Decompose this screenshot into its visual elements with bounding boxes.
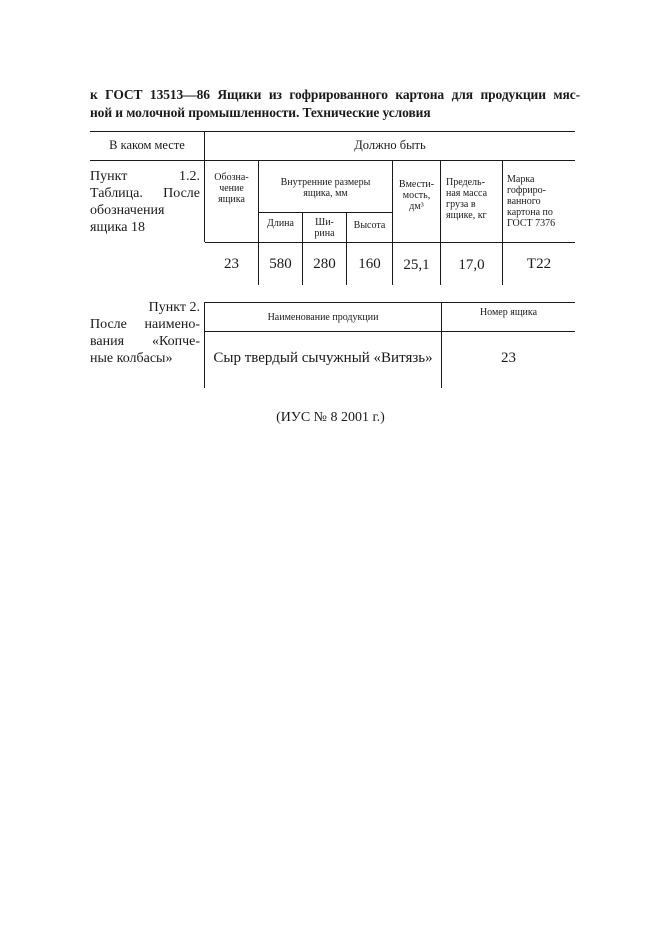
brand-header-line-4: картона по — [507, 207, 553, 218]
document-header — [90, 86, 580, 122]
row-brand-value: Т22 — [526, 256, 552, 272]
header-line-1: к ГОСТ 13513—86 Ящики из гофрированного картона для продукции мяс- — [90, 87, 580, 102]
designation-header-line-1: Обозна- — [214, 172, 249, 183]
item1-where-line-4: ящика 18 — [90, 220, 146, 235]
row-height-value: 160 — [358, 256, 381, 272]
item1-where-line-2: Таблица. После — [90, 186, 200, 201]
brand-header-line-3: ванного — [507, 196, 541, 207]
height-header: Высота — [353, 220, 386, 231]
max-mass-header — [446, 177, 502, 221]
inner-dims-header-line-2: ящика, мм — [303, 188, 348, 199]
capacity-header-line-2: мость, — [402, 190, 431, 201]
row-product-name-value: Сыр твердый сычужный «Витязь» — [213, 350, 433, 366]
header-line-2: ной и молочной промышленности. Технические условия — [90, 105, 431, 120]
brand-header-line-1: Марка — [507, 174, 535, 185]
item1-where-line-3: обозначения — [90, 203, 165, 218]
max-mass-header-line-1: Предель- — [446, 177, 485, 188]
row-max-mass-value: 17,0 — [458, 257, 485, 273]
inner-dims-header-line-1: Внутренние размеры — [280, 177, 371, 188]
brand-header — [507, 174, 575, 229]
subtable2-top-rule — [205, 302, 575, 303]
item2-where-line-3: вания «Копче- — [90, 334, 200, 349]
should-be-column-header: Должно быть — [354, 138, 426, 152]
subtable1-header-bottom-rule — [205, 242, 575, 243]
where-column-header: В каком месте — [109, 138, 185, 152]
length-header: Длина — [267, 218, 294, 229]
designation-header-line-3: ящика — [218, 194, 245, 205]
item1-where-text — [90, 168, 200, 236]
item2-where-line-4: ные колбасы» — [90, 351, 173, 366]
table-top-rule — [90, 131, 575, 132]
brand-header-line-5: ГОСТ 7376 — [507, 218, 556, 229]
footer-note: (ИУС № 8 2001 г.) — [276, 410, 385, 425]
max-mass-header-line-4: ящике, кг — [446, 210, 487, 221]
item2-where-line-1: Пункт 2. — [148, 300, 200, 315]
capacity-header-line-3: дм³ — [409, 201, 424, 212]
brand-header-line-2: гофриро- — [507, 185, 547, 196]
subtable1-vline-dims-split — [259, 212, 392, 213]
width-header — [303, 217, 346, 239]
row-length-value: 580 — [269, 256, 292, 272]
product-name-header: Наименование продукции — [267, 312, 379, 323]
item2-where-text — [90, 299, 200, 367]
row-capacity-value: 25,1 — [403, 257, 430, 273]
box-number-header: Номер ящика — [479, 307, 538, 318]
row-box-number-value: 23 — [501, 350, 516, 366]
row-designation-value: 23 — [224, 256, 239, 272]
item1-where-line-1: Пункт 1.2. — [90, 169, 200, 184]
designation-header — [205, 172, 258, 205]
item2-where-line-2: После наимено- — [90, 317, 200, 332]
inner-dims-header — [259, 177, 392, 199]
designation-header-line-2: чение — [219, 183, 244, 194]
max-mass-header-line-2: ная масса — [446, 188, 488, 199]
width-header-line-2: рина — [314, 228, 335, 239]
row-width-value: 280 — [313, 256, 336, 272]
max-mass-header-line-3: груза в — [446, 199, 476, 210]
subtable2-header-bottom-rule — [205, 331, 575, 332]
width-header-line-1: Ши- — [315, 217, 334, 228]
capacity-header — [393, 179, 440, 212]
capacity-header-line-1: Вмести- — [398, 179, 435, 190]
